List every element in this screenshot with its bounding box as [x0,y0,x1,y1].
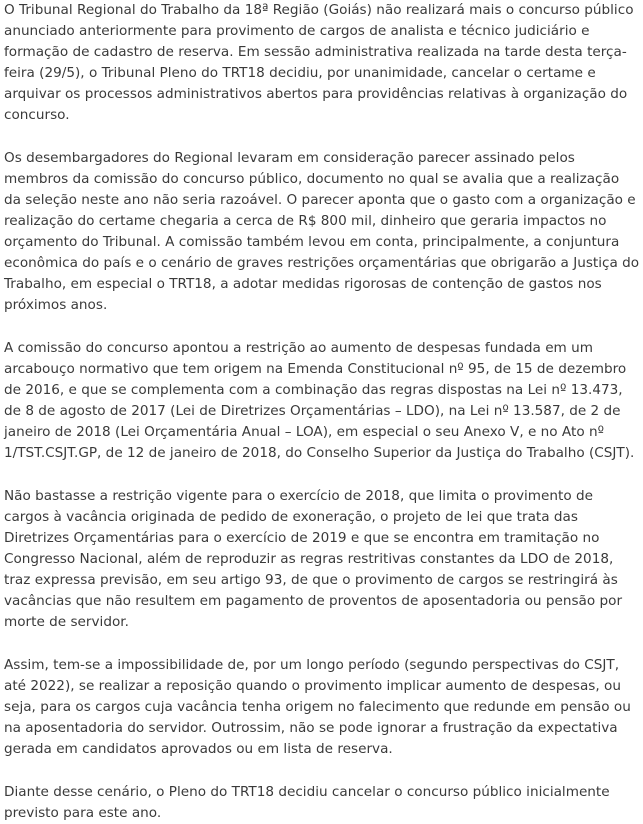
paragraph-legal-framework: A comissão do concurso apontou a restrição ao aumento de despesas fundada em um arcabouço normativo que tem origem na Emenda Constitucional nº 95, de 15 de dezembro de 2016, e que se complementa com a combinação das regras dispostas na Lei nº 13.473, de 8 de agosto de 2017 (Lei de Diretrizes Orçamentárias – LDO), na Lei nº 13.587, de 2 de janeiro de 2018 (Lei Orçamentária Anual – LOA), em especial o seu Anexo V, e no Ato nº 1/TST.CSJT.GP, de 12 de janeiro de 2018, do Conselho Superior da Justiça do Trabalho (CSJT). [4,340,635,461]
article-body [4,0,640,824]
paragraph-impossibility: Assim, tem-se a impossibilidade de, por um longo período (segundo perspectivas do CSJT, até 2022), se realizar a reposição quando o provimento implicar aumento de despesas, ou seja, para os cargos cuja vacância tenha origem no falecimento que redunde em pensão ou na aposentadoria do servidor. Outrossim, não se pode ignorar a frustração da expectativa gerada em candidatos aprovados ou em lista de reserva. [4,657,631,757]
paragraph-commission-opinion: Os desembargadores do Regional levaram em consideração parecer assinado pelos membros da comissão do concurso público, documento no qual se avalia que a realização da seleção neste ano não seria razoável. O parecer aponta que o gasto com a organização e realização do certame chegaria a cerca de R$ 800 mil, dinheiro que geraria impactos no orçamento do Tribunal. A comissão também levou em conta, principalmente, a conjuntura econômica do país e o cenário de graves restrições orçamentárias que obrigarão a Justiça do Trabalho, em especial o TRT18, a adotar medidas rigorosas de contenção de gastos nos próximos anos. [4,150,640,313]
paragraph-announcement: O Tribunal Regional do Trabalho da 18ª Região (Goiás) não realizará mais o concurso público anunciado anteriormente para provimento de cargos de analista e técnico judiciário e formação de cadastro de reserva. Em sessão administrativa realizada na tarde desta terça-feira (29/5), o Tribunal Pleno do TRT18 decidiu, por unanimidade, cancelar o certame e arquivar os processos administrativos abertos para providências relativas à organização do concurso. [4,2,634,123]
paragraph-decision: Diante desse cenário, o Pleno do TRT18 decidiu cancelar o concurso público inicialmente previsto para este ano. [4,784,610,821]
paragraph-budget-restriction: Não bastasse a restrição vigente para o exercício de 2018, que limita o provimento de cargos à vacância originada de pedido de exoneração, o projeto de lei que trata das Diretrizes Orçamentárias para o exercício de 2019 e que se encontra em tramitação no Congresso Nacional, além de reproduzir as regras restritivas constantes da LDO de 2018, traz expressa previsão, em seu artigo 93, de que o provimento de cargos se restringirá às vacâncias que não resultem em pagamento de proventos de aposentadoria ou pensão por morte de servidor. [4,488,623,630]
